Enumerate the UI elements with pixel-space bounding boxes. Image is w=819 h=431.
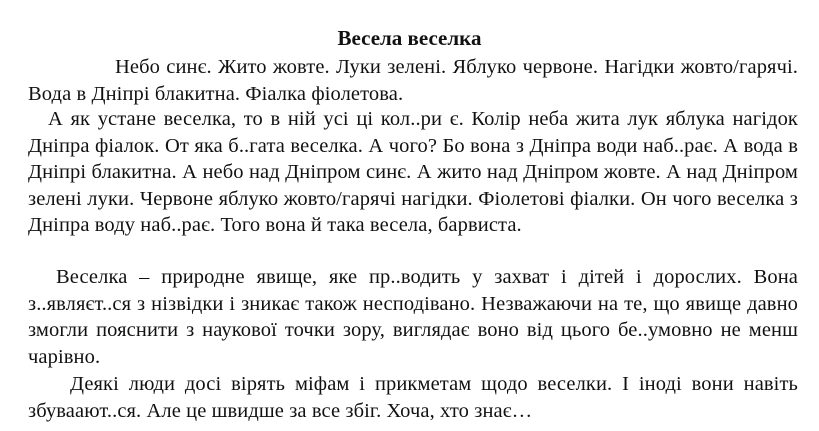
paragraph-2: А як устане веселка, то в ній усі ці кол..ри є. Колір неба жита лук яблука нагідок Дніпра фіалок. От яка б..гата веселка. А чого? Бо вона з Дніпра води наб..рає. А вода в Дніпрі блакитна. А небо над Дніпром синє. А жито над Дніпром жовте. А над Дніпром зелені луки. Червоне яблуко жовто/гарячі нагідки. Фіолетові фіалки. Он чого веселка з Дніпра воду наб..рає. Того вона й така весела, барвиста.: [28, 108, 798, 236]
paragraph-1: Небо синє. Жито жовте. Луки зелені. Яблуко червоне. Нагідки жовто/гарячі. Вода в Дніпрі блакитна. Фіалка фіолетова.: [28, 56, 798, 105]
paragraph-3: Веселка – природне явище, яке пр..водить у захват і дітей і дорослих. Вона з..являєт..ся з нізвідки і зникає також несподівано. Незважаючи на те, що явище давно змогли пояснити з наукової точки зору, виглядає воно від цього бе..умовно не менш чарівно.: [28, 266, 798, 368]
document-title: Весела веселка: [337, 26, 482, 50]
paragraph-4: Деякі люди досі вірять міфам і прикметам щодо веселки. І іноді вони навіть збуваают..ся. Але це швидше за все збіг. Хоча, хто знає…: [28, 373, 798, 422]
